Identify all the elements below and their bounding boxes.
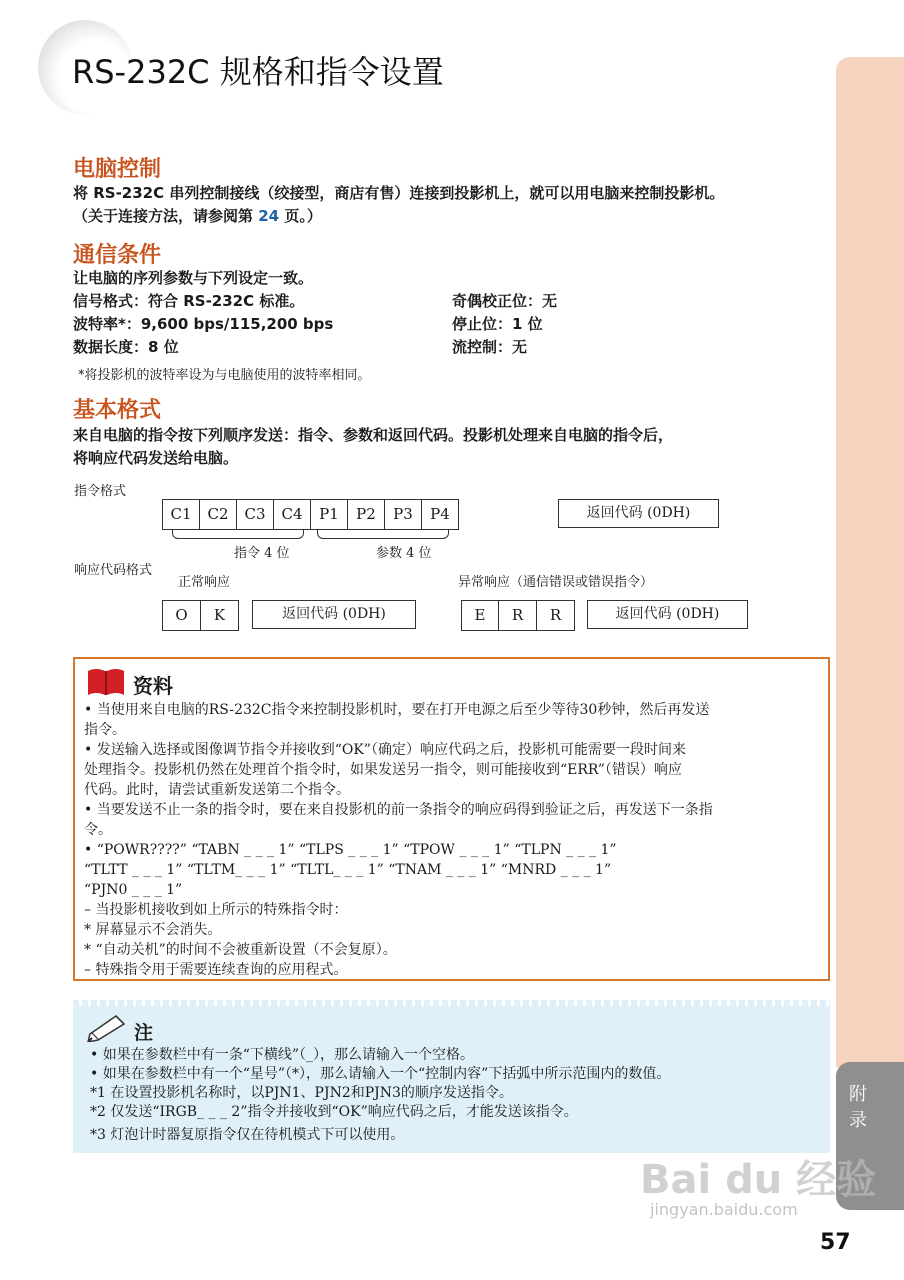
normal-return-code-box: 返回代码 (0DH) [252,600,416,629]
param-cell: P2 [348,500,385,529]
ok-cell: K [213,606,226,624]
ok-cell: O [163,601,201,630]
error-return-code-box: 返回代码 (0DH) [587,600,748,629]
info-heading: 资料 [133,674,173,698]
page-number: 57 [820,1230,851,1255]
info-line: 令。 [84,822,112,838]
pc-control-ref [73,205,322,228]
side-tab-decoration [836,57,904,1067]
basic-heading: 基本格式 [73,398,162,423]
note-heading: 注 [134,1022,154,1044]
info-line: – 特殊指令用于需要连续查询的应用程式。 [84,962,348,978]
comm-footnote: *将投影机的波特率设为与电脑使用的波特率相同。 [78,368,371,383]
comm-flow-control: 流控制：无 [452,338,528,356]
watermark-logo: Bai du 经验 [640,1157,877,1203]
note-line: *3 灯泡计时器复原指令仅在待机模式下可以使用。 [90,1127,405,1143]
appendix-tab-label: 附录 [849,1084,867,1131]
comm-signal-format: 信号格式：符合 RS-232C 标准。 [73,292,305,310]
param-brace [317,530,449,539]
err-cell: R [499,601,537,630]
param-cell: P3 [385,500,422,529]
info-line: 代码。此时，请尝试重新发送第二个指令。 [84,782,350,798]
note-line: • 如果在参数栏中有一个“星号”（*），那么请输入一个“控制内容”下括弧中所示范围内的数值。 [90,1066,671,1082]
comm-baud-rate: 波特率*：9,600 bps/115,200 bps [73,315,334,333]
pc-control-heading: 电脑控制 [73,157,162,182]
note-box-edge [73,1000,830,1006]
cmd-cell: C3 [237,500,274,529]
info-line: • 发送输入选择或图像调节指令并接收到“OK”（确定）响应代码之后，投影机可能需要一段时间来 [84,742,686,758]
param-cell: P4 [430,505,450,523]
cmd-cell: C2 [200,500,237,529]
page-link[interactable]: 24 [258,207,280,225]
info-line: 处理指令。投影机仍然在处理首个指令时，如果发送另一指令，则可能接收到“ERR”（错误）响应 [84,762,682,778]
info-line: • 当使用来自电脑的RS-232C指令来控制投影机时，要在打开电源之后至少等待30秒钟，然后再发送 [84,702,710,718]
resp-format-label: 响应代码格式 [74,563,153,578]
comm-stop-bit: 停止位：1 位 [452,315,543,333]
info-line: “PJN0 _ _ _ 1” [84,882,183,898]
pc-control-ref-pre: （关于连接方法，请参阅第 [73,207,259,225]
pc-control-text: 将 RS-232C 串列控制接线（绞接型，商店有售）连接到投影机上，就可以用电脑来控制投影机。 [73,184,725,202]
pencil-icon [86,1012,130,1046]
info-line: 指令。 [84,722,126,738]
comm-data-length: 数据长度：8 位 [73,338,179,356]
err-cell: R [549,606,562,624]
comm-intro: 让电脑的序列参数与下列设定一致。 [73,269,314,287]
normal-resp-label: 正常响应 [178,575,231,590]
param-brace-label: 参数 4 位 [376,546,432,561]
cmd-cell: C4 [274,500,311,529]
comm-parity: 奇偶校正位：无 [452,292,558,310]
book-icon [86,667,126,701]
page-title: RS-232C 规格和指令设置 [72,53,444,91]
err-cell: E [462,601,499,630]
cmd-brace [172,530,304,539]
info-line: * “自动关机”的时间不会被重新设置（不会复原）。 [84,942,397,958]
err-cells [461,600,575,631]
param-cell: P1 [311,500,348,529]
info-line: • “POWR????” “TABN _ _ _ 1” “TLPS _ _ _ 1” “TPOW _ _ _ 1” “TLPN _ _ _ 1” [84,842,617,858]
cmd-cells [162,499,459,530]
note-line: • 如果在参数栏中有一条“下横线”（_），那么请输入一个空格。 [90,1047,475,1063]
basic-text-1: 来自电脑的指令按下列顺序发送：指令、参数和返回代码。投影机处理来自电脑的指令后， [73,426,674,444]
info-line: * 屏幕显示不会消失。 [84,922,222,938]
note-line: *1 在设置投影机名称时，以PJN1、PJN2和PJN3的顺序发送指令。 [90,1085,513,1101]
info-line: – 当投影机接收到如上所示的特殊指令时： [84,902,348,918]
cmd-cell: C1 [163,500,200,529]
basic-text-2: 将响应代码发送给电脑。 [73,449,239,467]
cmd-brace-label: 指令 4 位 [234,546,290,561]
comm-heading: 通信条件 [73,243,162,268]
pc-control-ref-post: 页。） [279,207,322,225]
watermark-url: jingyan.baidu.com [650,1200,798,1219]
info-line: “TLTT _ _ _ 1” “TLTM_ _ _ 1” “TLTL_ _ _ 1” “TNAM _ _ _ 1” “MNRD _ _ _ 1” [84,862,612,878]
note-line: *2 仅发送“IRGB_ _ _ 2”指令并接收到“OK”响应代码之后，才能发送该指令。 [90,1104,578,1120]
info-body [84,700,713,980]
ok-cells [162,600,239,631]
cmd-format-label: 指令格式 [74,484,127,499]
error-resp-label: 异常响应（通信错误或错误指令） [458,575,654,590]
cmd-return-code-box: 返回代码 (0DH) [558,499,719,528]
info-line: • 当要发送不止一条的指令时，要在来自投影机的前一条指令的响应码得到验证之后，再发送下一条指 [84,802,713,818]
note-body [90,1046,670,1145]
